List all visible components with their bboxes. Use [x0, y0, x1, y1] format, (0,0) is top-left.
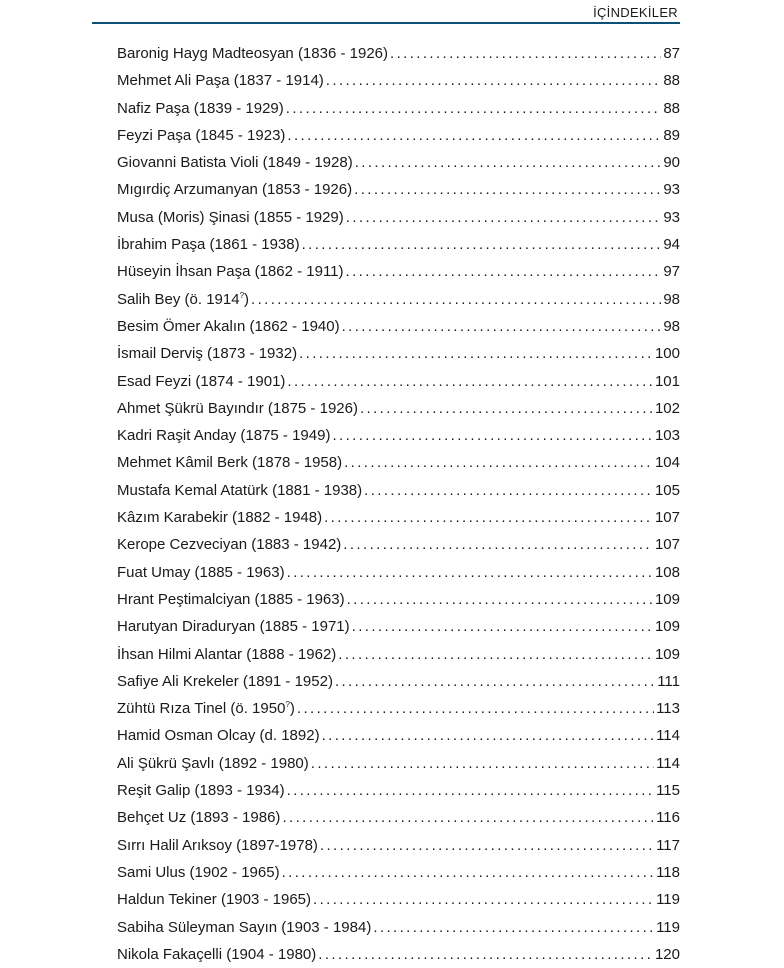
- toc-entry-title: İsmail Derviş (1873 - 1932): [117, 345, 298, 363]
- dot-leader: [344, 449, 653, 476]
- toc-entry-page: 87: [663, 45, 680, 62]
- toc-entry-title: Hrant Peştimalciyan (1885 - 1963): [117, 590, 345, 608]
- toc-entry-title: Reşit Galip (1893 - 1934): [117, 782, 285, 800]
- toc-entry: [117, 914, 680, 941]
- toc-entry: [117, 313, 680, 340]
- toc-entry-title: Hamid Osman Olcay (d. 1892): [117, 727, 320, 745]
- toc-entry-page: 118: [656, 863, 680, 881]
- dot-leader: [287, 559, 653, 586]
- dot-leader: [324, 504, 653, 531]
- toc-entry-title: Nikola Fakaçelli (1904 - 1980): [117, 945, 317, 963]
- dot-leader: [390, 40, 661, 67]
- toc-entry-title: Sırrı Halil Arıksoy (1897-1978): [117, 836, 318, 854]
- dot-leader: [282, 804, 654, 831]
- toc-entry-title: Fuat Umay (1885 - 1963): [117, 563, 285, 581]
- toc-entry-page: 104: [654, 454, 680, 472]
- toc-entry-title: Besim Ömer Akalın (1862 - 1940): [117, 317, 340, 335]
- toc-entry: [117, 67, 680, 94]
- toc-entry-title: Baronig Hayg Madteosyan (1836 - 1926): [117, 45, 388, 62]
- toc-entry-page: 93: [663, 181, 680, 199]
- dot-leader: [335, 668, 655, 695]
- toc-entry-title: Salih Bey (ö. 1914?): [117, 290, 250, 308]
- dot-leader: [346, 204, 662, 231]
- toc-entry-page: 116: [656, 809, 680, 827]
- toc-entry-page: 103: [654, 427, 680, 445]
- toc-entry-title: Mustafa Kemal Atatürk (1881 - 1938): [117, 481, 363, 499]
- toc-entry-title: Sami Ulus (1902 - 1965): [117, 863, 280, 881]
- dot-leader: [299, 340, 653, 367]
- toc-entry-page: 101: [654, 372, 680, 390]
- toc-entry-page: 97: [663, 263, 680, 281]
- toc-entry-page: 119: [656, 891, 680, 909]
- toc-entry-page: 89: [663, 126, 680, 144]
- dot-leader: [286, 95, 662, 122]
- toc-entry: [117, 641, 680, 668]
- header-title: İÇİNDEKİLER: [593, 5, 678, 20]
- toc-entry-page: 114: [656, 754, 680, 772]
- toc-entry: [117, 449, 680, 476]
- toc-entry: [117, 668, 680, 695]
- toc-entry-title: Behçet Uz (1893 - 1986): [117, 809, 281, 827]
- dot-leader: [338, 641, 653, 668]
- toc-entry: [117, 40, 680, 67]
- dot-leader: [373, 914, 654, 941]
- toc-entry-page: 109: [654, 645, 680, 663]
- toc-entry-title: Feyzi Paşa (1845 - 1923): [117, 126, 286, 144]
- toc-entry-page: 98: [663, 290, 680, 308]
- toc-entry-page: 109: [654, 618, 680, 636]
- toc-entry: [117, 531, 680, 558]
- toc-entry: [117, 722, 680, 749]
- toc-entry-page: 108: [654, 563, 680, 581]
- dot-leader: [313, 886, 654, 913]
- toc-entry-title: Hüseyin İhsan Paşa (1862 - 1911): [117, 263, 344, 281]
- dot-leader: [342, 313, 662, 340]
- toc-entry: [117, 340, 680, 367]
- toc-entry: [117, 286, 680, 313]
- dot-leader: [346, 258, 662, 285]
- toc-entry-page: 113: [656, 700, 680, 718]
- toc-entry: [117, 149, 680, 176]
- toc-entry: [117, 395, 680, 422]
- dot-leader: [282, 859, 655, 886]
- toc-entry-page: 105: [654, 481, 680, 499]
- toc-entry: [117, 122, 680, 149]
- toc-entry: [117, 750, 680, 777]
- dot-leader: [320, 832, 654, 859]
- dot-leader: [318, 941, 653, 968]
- toc-entry-page: 102: [654, 399, 680, 417]
- toc-entry-page: 117: [656, 836, 680, 854]
- dot-leader: [311, 750, 654, 777]
- toc-entry-title: Zühtü Rıza Tinel (ö. 1950?): [117, 700, 295, 718]
- toc-entry-title: Haldun Tekiner (1903 - 1965): [117, 891, 312, 909]
- dot-leader: [322, 722, 655, 749]
- toc-entry: [117, 859, 680, 886]
- dot-leader: [302, 231, 662, 258]
- dot-leader: [360, 395, 653, 422]
- toc-entry-title: Kâzım Karabekir (1882 - 1948): [117, 509, 323, 527]
- toc-entry-page: 109: [654, 590, 680, 608]
- toc-entry-page: 107: [654, 509, 680, 527]
- toc-entry-title: Giovanni Batista Violi (1849 - 1928): [117, 154, 353, 172]
- toc-entry-title: Harutyan Diraduryan (1885 - 1971): [117, 618, 350, 636]
- toc-entry: [117, 832, 680, 859]
- toc-entry-title: Esad Feyzi (1874 - 1901): [117, 372, 286, 390]
- toc-entry-title: Safiye Ali Krekeler (1891 - 1952): [117, 672, 333, 690]
- dot-leader: [364, 477, 653, 504]
- toc-entry: [117, 504, 680, 531]
- table-of-contents: [117, 40, 680, 968]
- toc-entry: [117, 477, 680, 504]
- toc-entry: [117, 231, 680, 258]
- toc-entry-page: 88: [663, 99, 680, 117]
- dot-leader: [343, 531, 653, 558]
- toc-entry-page: 98: [663, 317, 680, 335]
- page-header: [92, 4, 680, 24]
- dot-leader: [297, 695, 654, 722]
- dot-leader: [354, 176, 661, 203]
- dot-leader: [251, 286, 661, 313]
- toc-entry-page: 119: [656, 918, 680, 936]
- toc-entry-page: 111: [657, 672, 680, 690]
- dot-leader: [326, 67, 662, 94]
- toc-entry-title: Mıgırdiç Arzumanyan (1853 - 1926): [117, 181, 353, 199]
- dot-leader: [287, 122, 661, 149]
- toc-entry: [117, 559, 680, 586]
- toc-entry-page: 100: [654, 345, 680, 363]
- dot-leader: [287, 368, 653, 395]
- toc-entry: [117, 95, 680, 122]
- toc-entry: [117, 886, 680, 913]
- toc-entry-title: Mehmet Kâmil Berk (1878 - 1958): [117, 454, 343, 472]
- toc-entry-page: 107: [654, 536, 680, 554]
- toc-entry-title: Ahmet Şükrü Bayındır (1875 - 1926): [117, 399, 358, 417]
- toc-entry-page: 114: [656, 727, 680, 745]
- toc-entry-page: 90: [663, 154, 680, 172]
- toc-entry-title: Kerope Cezveciyan (1883 - 1942): [117, 536, 342, 554]
- toc-entry-title: İhsan Hilmi Alantar (1888 - 1962): [117, 645, 337, 663]
- toc-entry: [117, 176, 680, 203]
- dot-leader: [352, 613, 653, 640]
- toc-entry-title: Sabiha Süleyman Sayın (1903 - 1984): [117, 918, 372, 936]
- toc-entry: [117, 204, 680, 231]
- toc-entry-title: Kadri Raşit Anday (1875 - 1949): [117, 427, 331, 445]
- toc-entry-title: İbrahim Paşa (1861 - 1938): [117, 236, 300, 254]
- toc-entry-page: 88: [663, 72, 680, 90]
- toc-entry: [117, 695, 680, 722]
- dot-leader: [347, 586, 653, 613]
- toc-entry: [117, 586, 680, 613]
- toc-entry: [117, 804, 680, 831]
- toc-entry-title: Musa (Moris) Şinasi (1855 - 1929): [117, 208, 344, 226]
- toc-entry-page: 120: [654, 945, 680, 963]
- toc-entry: [117, 368, 680, 395]
- toc-entry-page: 115: [656, 782, 680, 800]
- toc-entry: [117, 422, 680, 449]
- toc-entry-title: Mehmet Ali Paşa (1837 - 1914): [117, 72, 324, 90]
- dot-leader: [332, 422, 653, 449]
- toc-entry-page: 93: [663, 208, 680, 226]
- toc-entry: [117, 258, 680, 285]
- dot-leader: [355, 149, 662, 176]
- toc-entry: [117, 777, 680, 804]
- toc-entry: [117, 941, 680, 968]
- toc-entry-title: Ali Şükrü Şavlı (1892 - 1980): [117, 754, 309, 772]
- toc-entry-page: 94: [663, 236, 680, 254]
- dot-leader: [287, 777, 654, 804]
- toc-entry: [117, 613, 680, 640]
- toc-entry-title: Nafiz Paşa (1839 - 1929): [117, 99, 284, 117]
